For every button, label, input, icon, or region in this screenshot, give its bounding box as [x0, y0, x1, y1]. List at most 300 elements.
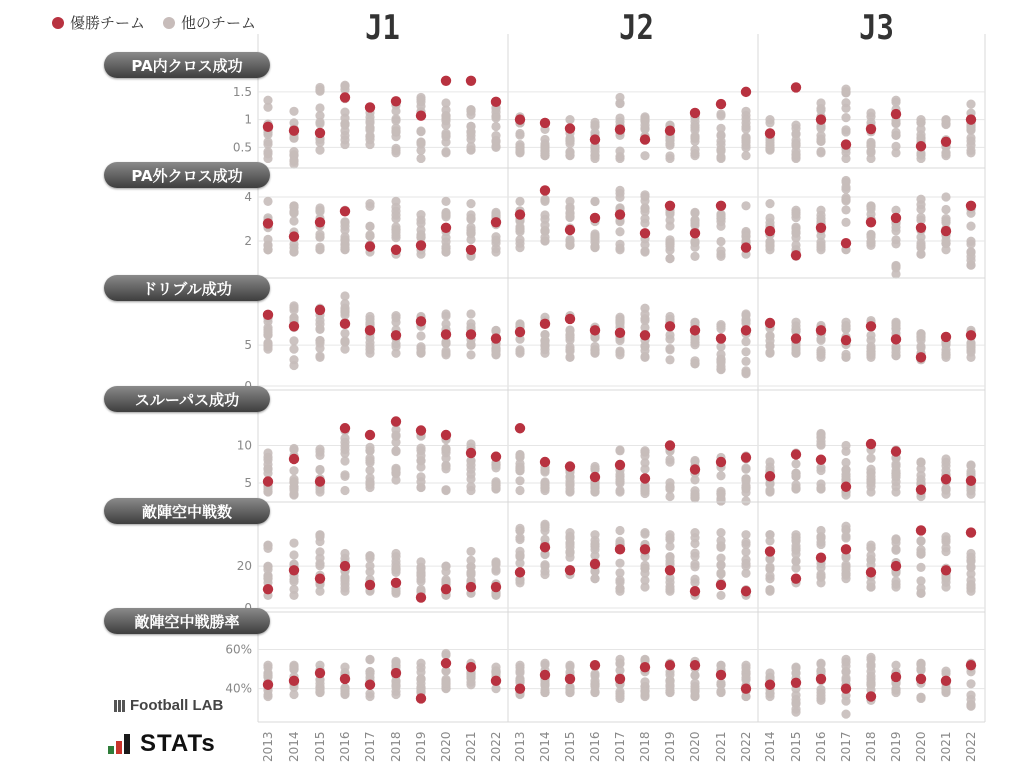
- winner-point: [765, 128, 775, 138]
- winner-point: [391, 668, 401, 678]
- other-team-point: [315, 103, 324, 112]
- other-team-point: [741, 547, 750, 556]
- other-team-point: [515, 524, 524, 533]
- other-team-point: [466, 350, 475, 359]
- winner-dot-icon: [52, 17, 64, 29]
- other-team-point: [340, 574, 349, 583]
- other-team-point: [416, 577, 425, 586]
- other-team-point: [263, 574, 272, 583]
- other-team-point: [340, 81, 349, 90]
- other-team-point: [640, 576, 649, 585]
- winner-point: [941, 226, 951, 236]
- x-tick-label: 2022: [739, 731, 753, 762]
- winner-point: [741, 683, 751, 693]
- other-team-point: [289, 585, 298, 594]
- other-team-point: [466, 547, 475, 556]
- stats-logo: [108, 730, 216, 758]
- winner-point: [640, 662, 650, 672]
- other-team-point: [565, 212, 574, 221]
- other-team-point: [716, 471, 725, 480]
- other-team-point: [416, 659, 425, 668]
- other-team-point: [615, 559, 624, 568]
- other-team-point: [540, 195, 549, 204]
- winner-point: [791, 573, 801, 583]
- other-team-point: [841, 441, 850, 450]
- winner-point: [640, 330, 650, 340]
- other-team-point: [765, 585, 774, 594]
- winner-point: [816, 325, 826, 335]
- other-team-point: [263, 448, 272, 457]
- other-team-point: [741, 661, 750, 670]
- other-team-point: [891, 318, 900, 327]
- legend: [52, 12, 274, 33]
- other-team-point: [289, 344, 298, 353]
- winner-point: [441, 658, 451, 668]
- winner-point: [841, 335, 851, 345]
- other-team-point: [791, 227, 800, 236]
- x-tick-label: 2015: [563, 731, 577, 762]
- winner-point: [565, 314, 575, 324]
- other-team-point: [891, 235, 900, 244]
- x-tick-label: 2013: [261, 731, 275, 762]
- winner-point: [540, 670, 550, 680]
- other-team-point: [916, 536, 925, 545]
- winner-point: [741, 452, 751, 462]
- x-tick-label: 2017: [363, 731, 377, 762]
- other-team-point: [866, 582, 875, 591]
- winner-point: [515, 567, 525, 577]
- other-team-point: [340, 235, 349, 244]
- other-team-point: [466, 672, 475, 681]
- other-team-point: [615, 147, 624, 156]
- other-team-point: [741, 309, 750, 318]
- other-team-point: [841, 571, 850, 580]
- other-team-point: [966, 679, 975, 688]
- other-team-point: [391, 564, 400, 573]
- other-team-point: [741, 357, 750, 366]
- winner-point: [665, 440, 675, 450]
- winner-point: [916, 141, 926, 151]
- other-team-point: [866, 454, 875, 463]
- other-team-point: [416, 137, 425, 146]
- winner-point: [941, 332, 951, 342]
- other-team-point: [716, 560, 725, 569]
- other-team-point: [891, 482, 900, 491]
- winner-point: [841, 482, 851, 492]
- other-team-point: [289, 485, 298, 494]
- other-team-point: [441, 209, 450, 218]
- other-team-point: [365, 222, 374, 231]
- other-team-point: [565, 115, 574, 124]
- other-team-point: [315, 352, 324, 361]
- other-team-point: [416, 456, 425, 465]
- legend-item-other: [163, 12, 256, 33]
- other-team-point: [441, 247, 450, 256]
- winner-point: [615, 460, 625, 470]
- winner-point: [416, 111, 426, 121]
- other-team-point: [640, 214, 649, 223]
- winner-point: [615, 124, 625, 134]
- other-team-point: [391, 225, 400, 234]
- y-tick-label: 4: [244, 190, 252, 204]
- winner-point: [816, 455, 826, 465]
- other-team-point: [891, 142, 900, 151]
- other-team-point: [716, 212, 725, 221]
- winner-point: [615, 544, 625, 554]
- other-team-point: [515, 486, 524, 495]
- other-team-point: [540, 484, 549, 493]
- other-team-point: [690, 252, 699, 261]
- other-team-point: [841, 84, 850, 93]
- winner-point: [391, 245, 401, 255]
- x-tick-label: 2016: [814, 731, 828, 762]
- other-team-point: [665, 254, 674, 263]
- other-team-point: [765, 115, 774, 124]
- x-tick-label: 2018: [389, 731, 403, 762]
- winner-point: [491, 97, 501, 107]
- other-team-point: [741, 464, 750, 473]
- winner-point: [966, 201, 976, 211]
- other-team-point: [441, 309, 450, 318]
- winner-point: [765, 546, 775, 556]
- other-team-point: [340, 456, 349, 465]
- y-tick-label: 1: [244, 112, 252, 127]
- other-team-point: [263, 96, 272, 105]
- other-team-point: [416, 127, 425, 136]
- other-team-point: [263, 541, 272, 550]
- winner-point: [665, 201, 675, 211]
- winner-point: [565, 123, 575, 133]
- other-team-point: [590, 688, 599, 697]
- other-team-point: [841, 562, 850, 571]
- other-team-point: [816, 98, 825, 107]
- winner-point: [966, 330, 976, 340]
- other-team-point: [716, 490, 725, 499]
- other-team-point: [716, 237, 725, 246]
- other-team-point: [916, 563, 925, 572]
- winner-point: [891, 213, 901, 223]
- winner-point: [515, 327, 525, 337]
- winner-point: [416, 693, 426, 703]
- other-team-point: [565, 481, 574, 490]
- winner-point: [565, 225, 575, 235]
- other-team-point: [365, 689, 374, 698]
- other-team-point: [263, 149, 272, 158]
- winner-point: [690, 325, 700, 335]
- league-title-j2: J2: [619, 8, 654, 48]
- other-team-point: [365, 480, 374, 489]
- other-team-point: [716, 350, 725, 359]
- winner-point: [515, 423, 525, 433]
- x-tick-label: 2019: [663, 731, 677, 762]
- other-team-point: [441, 464, 450, 473]
- other-team-point: [640, 190, 649, 199]
- other-team-point: [941, 532, 950, 541]
- league-title-j1: J1: [365, 8, 400, 48]
- other-team-point: [615, 568, 624, 577]
- other-team-point: [841, 465, 850, 474]
- other-team-point: [891, 661, 900, 670]
- other-team-point: [640, 446, 649, 455]
- winner-point: [540, 118, 550, 128]
- other-team-point: [515, 222, 524, 231]
- winner-point: [365, 680, 375, 690]
- other-team-point: [289, 444, 298, 453]
- x-tick-label: 2016: [588, 731, 602, 762]
- other-team-point: [690, 456, 699, 465]
- other-team-point: [565, 240, 574, 249]
- other-team-point: [615, 655, 624, 664]
- other-team-point: [741, 347, 750, 356]
- other-team-point: [966, 237, 975, 246]
- other-team-point: [941, 214, 950, 223]
- other-team-point: [340, 217, 349, 226]
- winner-point: [365, 241, 375, 251]
- other-team-point: [716, 365, 725, 374]
- other-team-point: [315, 465, 324, 474]
- other-team-point: [340, 308, 349, 317]
- other-team-point: [340, 291, 349, 300]
- other-team-point: [289, 355, 298, 364]
- other-team-point: [716, 536, 725, 545]
- winner-point: [665, 126, 675, 136]
- other-team-point: [263, 464, 272, 473]
- x-tick-label: 2022: [489, 731, 503, 762]
- winner-point: [891, 561, 901, 571]
- x-tick-label: 2018: [638, 731, 652, 762]
- winner-point: [263, 584, 273, 594]
- other-team-point: [841, 709, 850, 718]
- winner-point: [690, 464, 700, 474]
- other-team-point: [365, 199, 374, 208]
- winner-point: [741, 242, 751, 252]
- other-team-point: [441, 98, 450, 107]
- winner-point: [416, 592, 426, 602]
- other-team-point: [941, 345, 950, 354]
- other-team-point: [716, 661, 725, 670]
- other-team-point: [515, 239, 524, 248]
- other-team-point: [315, 530, 324, 539]
- other-team-point: [816, 206, 825, 215]
- other-team-point: [765, 332, 774, 341]
- other-team-point: [741, 337, 750, 346]
- winner-point: [640, 228, 650, 238]
- other-team-point: [916, 457, 925, 466]
- other-team-point: [615, 186, 624, 195]
- other-team-point: [916, 243, 925, 252]
- metric-badge-pa-outer-cross: PA外クロス成功: [104, 162, 270, 188]
- other-team-point: [690, 679, 699, 688]
- winner-point: [315, 668, 325, 678]
- winner-point: [466, 329, 476, 339]
- other-team-point: [590, 676, 599, 685]
- other-team-point: [315, 561, 324, 570]
- other-team-point: [615, 346, 624, 355]
- other-team-point: [565, 197, 574, 206]
- other-team-point: [540, 685, 549, 694]
- other-team-point: [640, 465, 649, 474]
- other-team-point: [791, 121, 800, 130]
- other-team-point: [866, 541, 875, 550]
- other-team-point: [416, 443, 425, 452]
- other-team-point: [716, 137, 725, 146]
- winner-point: [966, 660, 976, 670]
- winner-point: [391, 96, 401, 106]
- other-team-point: [816, 526, 825, 535]
- winner-point: [665, 321, 675, 331]
- winner-point: [891, 109, 901, 119]
- other-team-point: [515, 551, 524, 560]
- other-team-point: [590, 539, 599, 548]
- other-team-point: [466, 215, 475, 224]
- other-team-point: [441, 339, 450, 348]
- winner-point: [263, 122, 273, 132]
- other-team-point: [391, 106, 400, 115]
- winner-point: [590, 660, 600, 670]
- other-team-point: [841, 125, 850, 134]
- y-tick-label: 20: [236, 559, 252, 574]
- winner-point: [491, 452, 501, 462]
- other-team-point: [891, 96, 900, 105]
- other-team-point: [365, 132, 374, 141]
- legend-item-winner: [52, 12, 145, 33]
- stats-bars-icon: [108, 734, 132, 754]
- metric-badge-through-pass: スルーパス成功: [104, 386, 270, 412]
- other-team-point: [565, 345, 574, 354]
- y-tick-label: 40%: [225, 681, 252, 696]
- x-tick-label: 2021: [714, 731, 728, 762]
- other-team-point: [340, 472, 349, 481]
- other-team-point: [941, 486, 950, 495]
- winner-point: [841, 139, 851, 149]
- other-team-point: [841, 667, 850, 676]
- other-team-point: [289, 247, 298, 256]
- other-team-point: [866, 653, 875, 662]
- other-team-point: [491, 122, 500, 131]
- other-team-point: [391, 197, 400, 206]
- other-team-point: [690, 578, 699, 587]
- other-team-point: [791, 130, 800, 139]
- other-team-point: [640, 112, 649, 121]
- other-team-point: [289, 157, 298, 166]
- other-team-point: [491, 232, 500, 241]
- other-team-point: [263, 240, 272, 249]
- other-team-point: [441, 444, 450, 453]
- other-team-point: [263, 197, 272, 206]
- winner-point: [565, 461, 575, 471]
- winner-point: [765, 226, 775, 236]
- other-team-point: [891, 263, 900, 272]
- other-team-point: [491, 480, 500, 489]
- football-lab-text: Football LAB: [130, 697, 224, 714]
- winner-point: [866, 691, 876, 701]
- other-team-point: [966, 99, 975, 108]
- other-team-point: [540, 520, 549, 529]
- other-team-point: [416, 477, 425, 486]
- league-title-j3: J3: [859, 8, 894, 48]
- other-team-point: [916, 195, 925, 204]
- other-team-point: [816, 659, 825, 668]
- other-team-point: [866, 482, 875, 491]
- winner-point: [263, 476, 273, 486]
- winner-point: [816, 223, 826, 233]
- winner-point: [916, 485, 926, 495]
- winner-point: [816, 553, 826, 563]
- y-tick-label: 1.5: [232, 84, 252, 99]
- other-team-point: [690, 562, 699, 571]
- other-team-point: [263, 661, 272, 670]
- football-lab-grid-icon: [114, 700, 126, 712]
- other-team-point: [365, 456, 374, 465]
- other-team-point: [416, 93, 425, 102]
- winner-point: [466, 662, 476, 672]
- winner-point: [716, 457, 726, 467]
- other-team-point: [289, 577, 298, 586]
- winner-point: [765, 471, 775, 481]
- other-team-point: [866, 465, 875, 474]
- other-team-point: [565, 684, 574, 693]
- x-tick-label: 2020: [688, 731, 702, 762]
- winner-point: [441, 329, 451, 339]
- other-team-point: [565, 528, 574, 537]
- winner-point: [441, 76, 451, 86]
- other-team-point: [765, 571, 774, 580]
- other-team-point: [441, 233, 450, 242]
- other-team-point: [765, 199, 774, 208]
- other-team-point: [340, 226, 349, 235]
- other-team-point: [665, 345, 674, 354]
- other-team-point: [315, 203, 324, 212]
- winner-point: [966, 476, 976, 486]
- other-team-point: [391, 549, 400, 558]
- other-team-point: [841, 533, 850, 542]
- other-team-point: [866, 201, 875, 210]
- other-team-point: [315, 119, 324, 128]
- winner-point: [791, 678, 801, 688]
- winner-point: [716, 580, 726, 590]
- winner-point: [665, 565, 675, 575]
- winner-point: [741, 586, 751, 596]
- other-team-point: [565, 139, 574, 148]
- other-team-point: [416, 331, 425, 340]
- other-team-point: [340, 108, 349, 117]
- other-team-point: [289, 550, 298, 559]
- other-team-point: [891, 471, 900, 480]
- x-tick-label: 2014: [538, 731, 552, 762]
- other-team-point: [289, 201, 298, 210]
- other-team-point: [263, 671, 272, 680]
- other-team-point: [615, 243, 624, 252]
- other-team-point: [441, 129, 450, 138]
- other-team-point: [791, 141, 800, 150]
- other-team-point: [640, 316, 649, 325]
- football-lab-logo: [114, 697, 223, 714]
- other-team-point: [765, 241, 774, 250]
- winner-point: [491, 676, 501, 686]
- other-team-point: [515, 466, 524, 475]
- winner-point: [289, 126, 299, 136]
- winner-point: [590, 472, 600, 482]
- x-tick-label: 2020: [914, 731, 928, 762]
- other-team-point: [289, 538, 298, 547]
- other-team-point: [966, 339, 975, 348]
- other-team-point: [565, 326, 574, 335]
- other-team-point: [816, 147, 825, 156]
- winner-point: [263, 680, 273, 690]
- other-team-point: [466, 340, 475, 349]
- other-team-point: [816, 137, 825, 146]
- winner-point: [315, 573, 325, 583]
